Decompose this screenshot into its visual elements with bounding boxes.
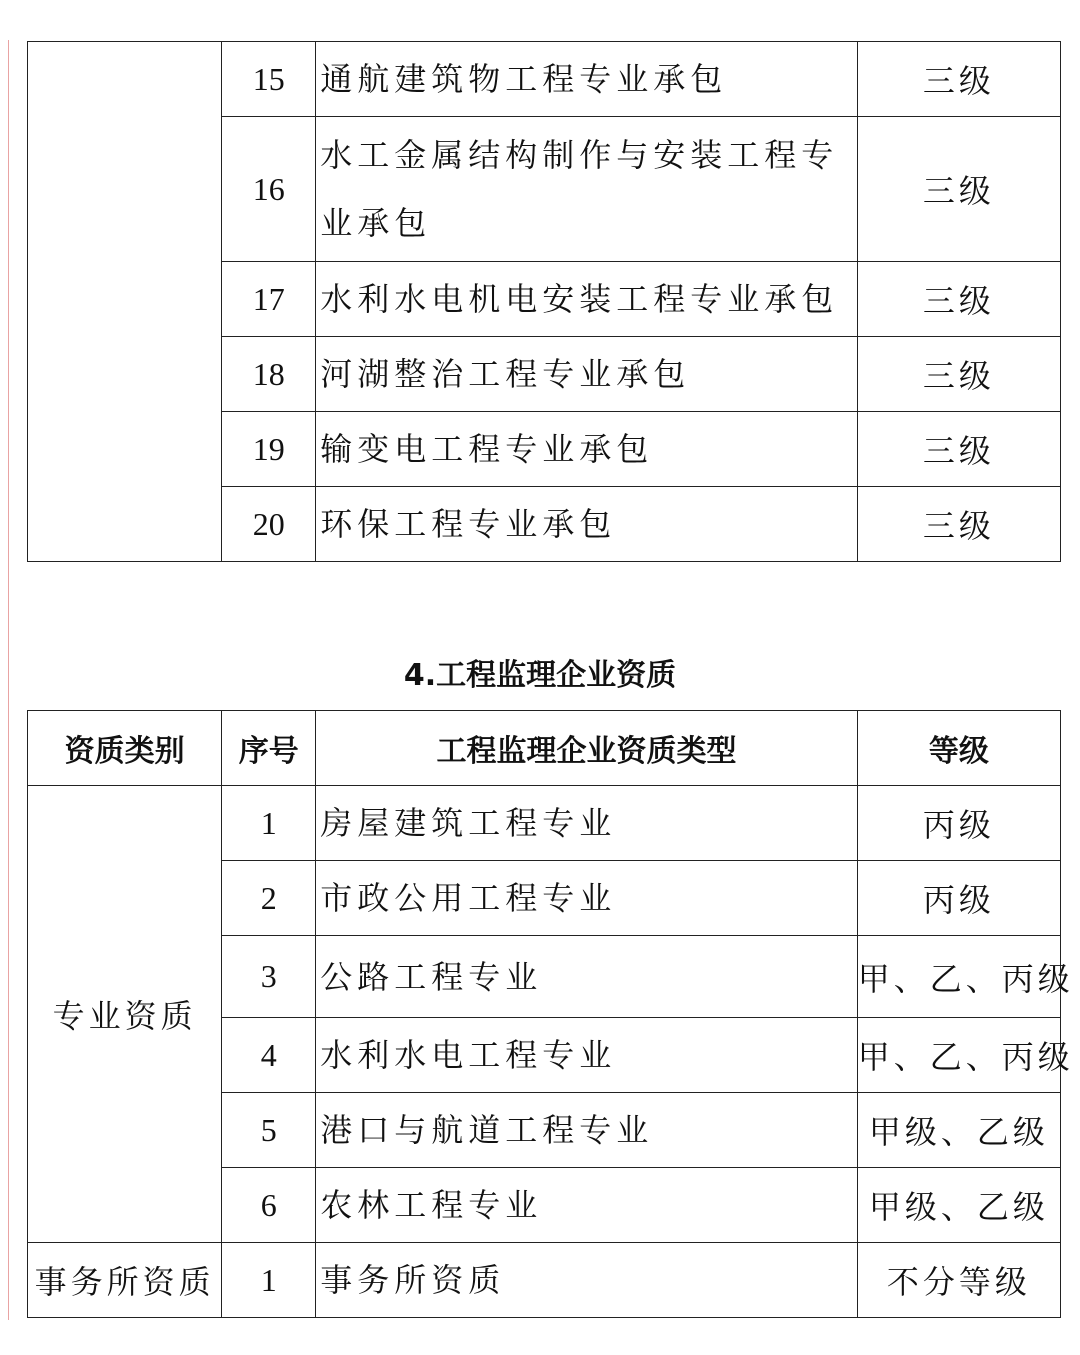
row-number: 19 <box>222 412 316 487</box>
qualification-type: 通航建筑物工程专业承包 <box>316 42 858 117</box>
section-title: 4.工程监理企业资质 <box>403 658 677 693</box>
qualification-level: 三级 <box>857 337 1060 412</box>
qualification-type: 输变电工程专业承包 <box>316 412 858 487</box>
row-number: 5 <box>222 1093 316 1168</box>
row-number: 18 <box>222 337 316 412</box>
qualification-level: 甲、乙、丙级 <box>857 936 1060 1018</box>
header-number: 序号 <box>222 711 316 786</box>
category-cell: 事务所资质 <box>28 1243 222 1318</box>
row-number: 1 <box>222 786 316 861</box>
qualification-type: 事务所资质 <box>316 1243 858 1318</box>
header-type: 工程监理企业资质类型 <box>316 711 858 786</box>
qualification-level: 丙级 <box>857 861 1060 936</box>
table-header-row <box>28 711 1061 786</box>
category-cell-empty <box>28 42 222 562</box>
qualification-type: 水利水电工程专业 <box>316 1018 858 1093</box>
supervision-qualification-table <box>27 710 1074 1318</box>
qualification-level: 三级 <box>857 487 1060 562</box>
qualification-type: 水工金属结构制作与安装工程专业承包 <box>316 117 858 262</box>
table-row <box>28 42 1061 117</box>
table-row <box>28 786 1061 861</box>
row-number: 6 <box>222 1168 316 1243</box>
qualification-type: 水利水电机电安装工程专业承包 <box>316 262 858 337</box>
qualification-level: 甲级、乙级 <box>857 1093 1060 1168</box>
row-number: 17 <box>222 262 316 337</box>
qualification-type: 环保工程专业承包 <box>316 487 858 562</box>
qualification-level: 三级 <box>857 117 1060 262</box>
row-number: 1 <box>222 1243 316 1318</box>
contracting-qualification-table-continued <box>27 41 1061 562</box>
qualification-type: 农林工程专业 <box>316 1168 858 1243</box>
row-number: 20 <box>222 487 316 562</box>
qualification-level: 甲级、乙级 <box>857 1168 1060 1243</box>
qualification-type: 市政公用工程专业 <box>316 861 858 936</box>
row-number: 4 <box>222 1018 316 1093</box>
row-number: 15 <box>222 42 316 117</box>
table-row <box>28 1243 1061 1318</box>
qualification-level: 三级 <box>857 412 1060 487</box>
qualification-type: 河湖整治工程专业承包 <box>316 337 858 412</box>
qualification-level: 三级 <box>857 262 1060 337</box>
header-level: 等级 <box>857 711 1060 786</box>
row-number: 3 <box>222 936 316 1018</box>
row-number: 16 <box>222 117 316 262</box>
qualification-type: 港口与航道工程专业 <box>316 1093 858 1168</box>
qualification-type: 房屋建筑工程专业 <box>316 786 858 861</box>
row-number: 2 <box>222 861 316 936</box>
qualification-level: 三级 <box>857 42 1060 117</box>
qualification-type: 公路工程专业 <box>316 936 858 1018</box>
qualification-level: 不分等级 <box>857 1243 1060 1318</box>
header-category: 资质类别 <box>28 711 222 786</box>
category-cell: 专业资质 <box>28 786 222 1243</box>
qualification-level: 甲、乙、丙级 <box>857 1018 1060 1093</box>
qualification-level: 丙级 <box>857 786 1060 861</box>
